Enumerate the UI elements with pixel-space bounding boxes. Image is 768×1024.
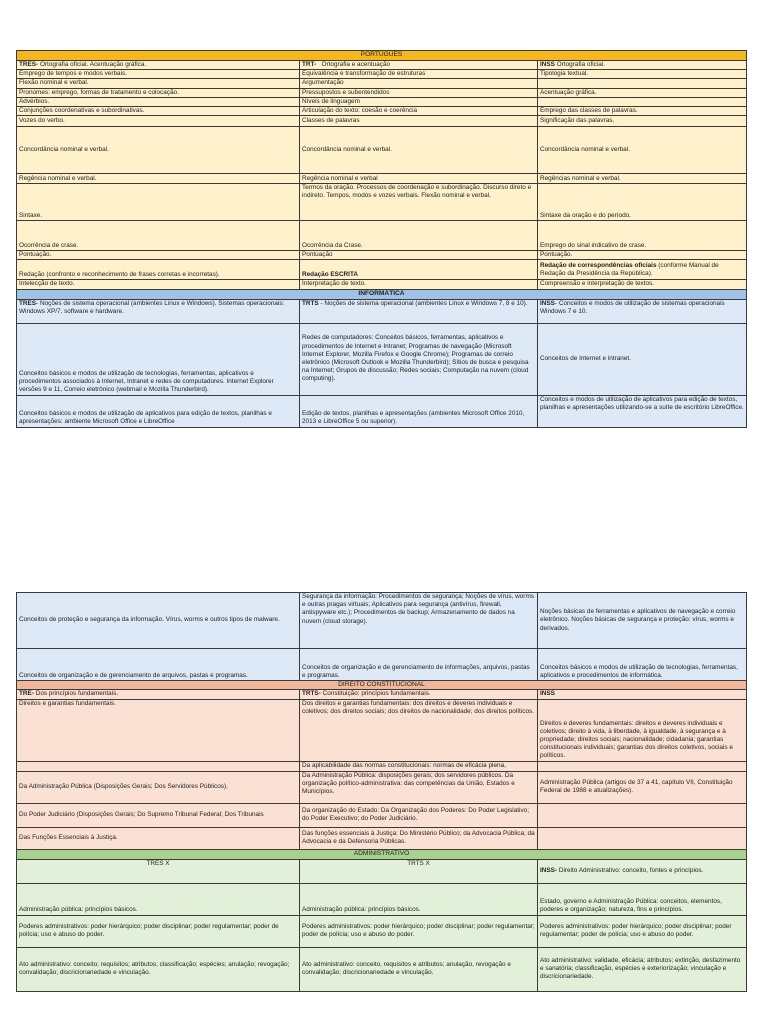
cell: Conjunções coordenativas e subordinativas. (17, 106, 300, 115)
cell: Classes de palavras (300, 116, 538, 127)
cell: Acentuação gráfica. (538, 88, 747, 97)
cell: Das Funções Essenciais à Justiça. (17, 827, 300, 849)
table-row (17, 761, 747, 771)
cell: Conceitos básicos e modos de utilização de tecnologias, ferramentas, aplicativos e procedimentos de informática. (538, 649, 747, 681)
header-inss: INSS- Direito Administrativo: conceito, fontes e princípios. (538, 859, 747, 883)
cell: Tipologia textual. (538, 70, 747, 79)
table-row (17, 771, 747, 803)
table-row (17, 883, 747, 915)
section-title: PORTUGUES (17, 51, 747, 61)
cell: Conceitos de proteção e segurança da informação. Vírus, worms e outros tipos de malware. (17, 593, 300, 649)
cell: Compreensão e interpretação de textos. (538, 280, 747, 289)
cell: Concordância nominal e verbal. (17, 127, 300, 174)
cell: Regências nominal e verbal. (538, 174, 747, 184)
cell: Regência nominal e verbal. (17, 174, 300, 184)
cell-inss: INSS (538, 690, 747, 699)
table-row (17, 280, 747, 289)
table-row (17, 79, 747, 88)
cell: Administração pública: princípios básicos. (17, 883, 300, 915)
cell: Poderes administrativos: poder hierárquico; poder disciplinar; poder regulamentar; poder de polícia; uso e abuso do poder. (300, 915, 538, 947)
cell-trts: TRTS- Constituição: princípios fundamentais. (300, 690, 538, 699)
cell: Conceitos e modos de utilização de aplicativos para edição de textos, planilhas e apresentações utilizando-se a suíte de escritório LibreOffice. (538, 395, 747, 427)
cell-tres: TRES- Ortografia oficial. Acentuação gráfica. (17, 61, 300, 70)
table-row (17, 61, 747, 70)
cell: Estado, governo e Administração Pública: conceitos, elementos, poderes e organização; natureza, fins e princípios. (538, 883, 747, 915)
cell (17, 761, 300, 771)
cell: Das funções essenciais à Justiça: Do Ministério Público; da Advocacia Pública; da Advocacia e da Defensoria Públicas. (300, 827, 538, 849)
cell: Administração Pública (artigos de 37 a 41, capítulo VII, Constituição Federal de 1988 e atualizações). (538, 771, 747, 803)
cell: Redes de computadores: Conceitos básicos, ferramentas, aplicativos e procedimentos de Internet e Intranet; Programas de navegação (Microsoft Internet Explorer, Mozilla Firefox e Google Chrome); Programas de correio eletrônico (Microsoft Outlook e Mozilla Thunderbird); Sítios de busca e pesquisa na Internet; Grupos de discussão; Redes sociais; Computação na nuvem (cloud computing). (300, 323, 538, 395)
cell: Pressupostos e subentendidos (300, 88, 538, 97)
table-row (17, 260, 747, 280)
table-row (17, 127, 747, 174)
section-header-constitucional (17, 681, 747, 690)
table-row (17, 116, 747, 127)
cell-trts: TRTS - Noções de sistema operacional (ambientes Linux e Windows 7, 8 e 10). (300, 299, 538, 323)
table-row (17, 221, 747, 251)
cell: Redação (confronto e reconhecimento de frases corretas e incorretas). (17, 260, 300, 280)
cell: Ocorrência da Crase. (300, 221, 538, 251)
cell: Interpretação de texto. (300, 280, 538, 289)
cell-inss: INSS- Conceitos e modos de utilização de sistemas operacionais Windows 7 e 10. (538, 299, 747, 323)
cell: Do Poder Judiciário (Disposições Gerais; Do Supremo Tribunal Federal; Dos Tribunais (17, 803, 300, 827)
cell: Dos direitos e garantias fundamentais: dos direitos e deveres individuais e coletivos; dos direitos sociais; dos direitos de nacionalidade; dos direitos políticos. (300, 699, 538, 761)
table-row (17, 97, 747, 106)
table-row (17, 88, 747, 97)
cell: Da organização do Estado: Da Organização dos Poderes: Do Poder Legislativo; do Poder Executivo; do Poder Judiciário. (300, 803, 538, 827)
section-header-portugues (17, 51, 747, 61)
syllabus-table-2 (16, 592, 747, 992)
table-row (17, 947, 747, 991)
cell: Emprego do sinal indicativo de crase. (538, 221, 747, 251)
cell: Argumentação (300, 79, 538, 88)
cell: Direitos e garantias fundamentais. (17, 699, 300, 761)
table-row (17, 859, 747, 883)
cell: Ato administrativo: conceito; requisitos; atributos; classificação; espécies; anulação; revogação; convalidação; discricionariedade e vinculação. (17, 947, 300, 991)
cell: Advérbios. (17, 97, 300, 106)
cell-tres: TRES- Noções de sistema operacional (ambientes Linux e Windows). Sistemas operacionais: Windows XP/7, software e hardware. (17, 299, 300, 323)
table-row (17, 395, 747, 427)
cell (538, 97, 747, 106)
table-row (17, 299, 747, 323)
cell: Noções básicas de ferramentas e aplicativos de navegação e correio eletrônico. Noções básicas de segurança e proteção: vírus, worms e derivados. (538, 593, 747, 649)
cell: Vozes do verbo. (17, 116, 300, 127)
cell: Direitos e deveres fundamentais: direitos e deveres individuais e coletivos; direito à vida, à liberdade, à igualdade, à segurança e à propriedade; direitos sociais; nacionalidade; cidadania; garantias constitucionais individuais; garantias dos direitos coletivos, sociais e políticos. (538, 699, 747, 761)
table-row (17, 323, 747, 395)
cell: Conceitos de organização e de gerenciamento de informações, arquivos, pastas e programas. (300, 649, 538, 681)
cell: Emprego de tempos e modos verbais. (17, 70, 300, 79)
table-row (17, 174, 747, 184)
header-tres: TRES X (17, 859, 300, 883)
table-row (17, 70, 747, 79)
cell: Ato administrativo: conceito, requisitos e atributos; anulação, revogação e convalidação; discricionariedade e vinculação. (300, 947, 538, 991)
table-row (17, 690, 747, 699)
cell: Concordância nominal e verbal. (300, 127, 538, 174)
cell: Regência nominal e verbal (300, 174, 538, 184)
cell: Pronomes: emprego, formas de tratamento e colocação. (17, 88, 300, 97)
section-header-administrativo (17, 849, 747, 859)
cell: Intelecção de texto. (17, 280, 300, 289)
cell: Poderes administrativos: poder hierárquico; poder disciplinar; poder regulamentar; poder de polícia; uso e abuso do poder. (17, 915, 300, 947)
table-row (17, 803, 747, 827)
cell (538, 761, 747, 771)
cell: Sintaxe da oração e do período. (538, 184, 747, 221)
cell-inss: INSS Ortografia oficial. (538, 61, 747, 70)
cell: Pontuação (300, 251, 538, 260)
cell: Articulação do texto: coesão e coerência (300, 106, 538, 115)
cell: Emprego das classes de palavras. (538, 106, 747, 115)
cell: Conceitos de Internet e intranet. (538, 323, 747, 395)
cell: Níveis de linguagem (300, 97, 538, 106)
cell: Ato administrativo: validade, eficácia; atributos; extinção, desfazimento e sanatória; classificação, espécies e exteriorização; vinculação e discricionariedade. (538, 947, 747, 991)
cell: Sintaxe. (17, 184, 300, 221)
cell: Segurança da informação: Procedimentos de segurança; Noções de vírus, worms e outras pragas virtuais; Aplicativos para segurança (antivírus, firewall, antispyware etc.); Procedimentos de backup; Armazenamento de dados na nuvem (cloud storage). (300, 593, 538, 649)
cell: Termos da oração. Processos de coordenação e subordinação. Discurso direto e indireto. Tempos, modos e vozes verbais. Flexão nominal e verbal. (300, 184, 538, 221)
cell: Pontuação. (538, 251, 747, 260)
table-row (17, 649, 747, 681)
cell: Significação das palavras. (538, 116, 747, 127)
table-row (17, 593, 747, 649)
section-title: INFORMÁTICA (17, 289, 747, 299)
cell: Da Administração Pública (Disposições Gerais; Dos Servidores Públicos). (17, 771, 300, 803)
cell-inss-redacao: Redação de correspondências oficiais (conforme Manual de Redação da Presidência da República). (538, 260, 747, 280)
cell: Conceitos básicos e modos de utilização de aplicativos para edição de textos, planilhas e apresentações: ambiente Microsoft Office e LibreOffice (17, 395, 300, 427)
table-row (17, 106, 747, 115)
cell (538, 79, 747, 88)
table-row (17, 915, 747, 947)
syllabus-table-1 (16, 50, 747, 428)
section-title: DIREITO CONSTITUCIONAL (17, 681, 747, 690)
cell: Pontuação. (17, 251, 300, 260)
cell: Concordância nominal e verbal. (538, 127, 747, 174)
section-header-informatica (17, 289, 747, 299)
cell: Conceitos de organização e de gerenciamento de arquivos, pastas e programas. (17, 649, 300, 681)
cell (538, 803, 747, 827)
table-row (17, 827, 747, 849)
cell: Edição de textos, planilhas e apresentações (ambientes Microsoft Office 2010, 2013 e LibreOffice 5 ou superior). (300, 395, 538, 427)
cell: Conceitos básicos e modos de utilização de tecnologias, ferramentas, aplicativos e procedimentos associados à Internet, Intranet e redes de computadores. Internet Explorer versões 9 e 11, Correio eletrônico (webmail e Mozilla Thunderbird). (17, 323, 300, 395)
section-title: ADMINISTRATIVO (17, 849, 747, 859)
cell: Ocorrência de crase. (17, 221, 300, 251)
table-row (17, 184, 747, 221)
header-trts: TRTS X (300, 859, 538, 883)
cell: Administração pública: princípios básicos. (300, 883, 538, 915)
cell: Equivalência e transformação de estruturas (300, 70, 538, 79)
cell: Da aplicabilidade das normas constitucionais: normas de eficácia plena, (300, 761, 538, 771)
cell: Da Administração Pública: disposições gerais; dos servidores públicos. Da organização político-administrativa: das competências da União, Estados e Municípios. (300, 771, 538, 803)
cell-trt-redacao: Redação ESCRITA (300, 260, 538, 280)
cell-trt: TRT- Ortografia e acentuação (300, 61, 538, 70)
cell: Flexão nominal e verbal. (17, 79, 300, 88)
cell-tre: TRE- Dos princípios fundamentais. (17, 690, 300, 699)
table-row (17, 251, 747, 260)
cell: Poderes administrativos: poder hierárquico; poder disciplinar; poder regulamentar; poder de polícia; uso e abuso do poder. (538, 915, 747, 947)
cell (538, 827, 747, 849)
table-row (17, 699, 747, 761)
